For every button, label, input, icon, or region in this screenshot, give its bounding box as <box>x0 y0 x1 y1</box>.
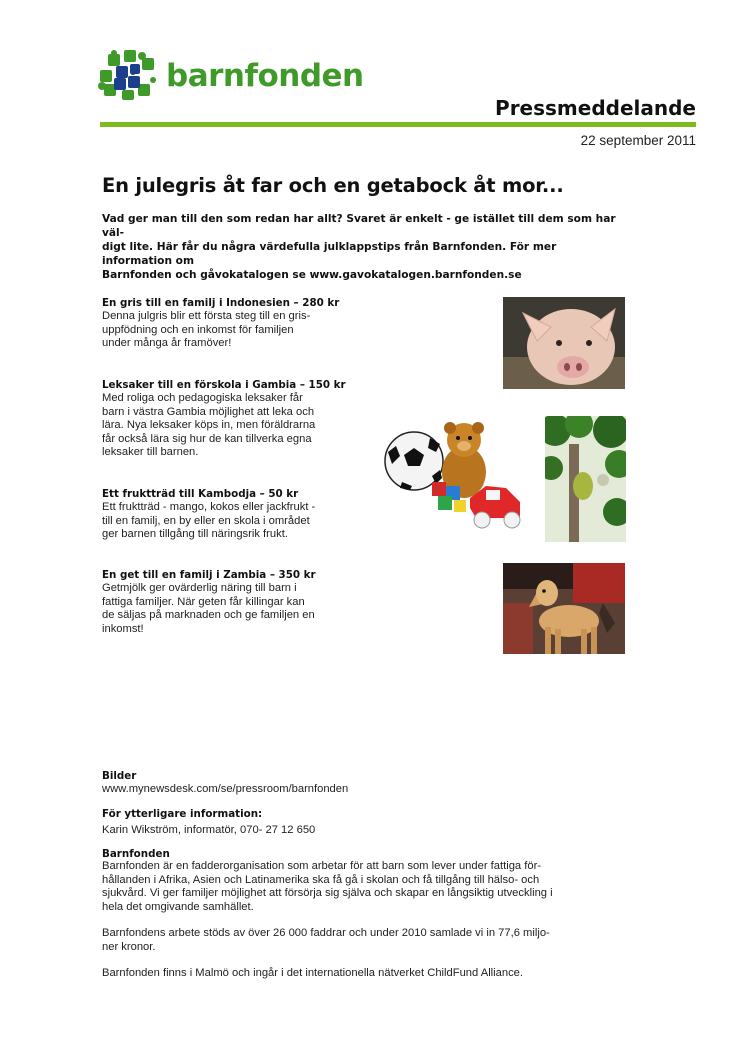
description-line: Med roliga och pedagogiska leksaker får <box>102 392 303 404</box>
gift-item-goat <box>102 569 382 636</box>
description-line: uppfödning och en inkomst för familjen <box>102 323 294 336</box>
gift-heading: Ett fruktträd till Kambodja – 50 kr <box>102 488 299 500</box>
description-line: lära. Nya leksaker köps in, men föräldrarna <box>102 419 316 431</box>
description-line: till en familj, en by eller en skola i området <box>102 514 310 527</box>
lead-line: Barnfonden och gåvokatalogen se www.gavokatalogen.barnfonden.se <box>102 269 522 281</box>
about-section <box>102 848 622 981</box>
gift-item-pig <box>102 297 382 351</box>
description-line: får också lära sig hur de kan tillverka egna <box>102 432 312 445</box>
goat-photo <box>503 563 625 654</box>
images-section <box>102 770 602 797</box>
about-line: hela det omgivande samhället. <box>102 900 254 913</box>
fruit-tree-photo <box>545 416 626 542</box>
contact-person: Karin Wikström, informatör, 070- 27 12 650 <box>102 824 316 836</box>
pig-photo <box>503 297 625 389</box>
page-title: En julegris åt far och en getabock åt mor... <box>102 174 564 197</box>
lead-line: digt lite. Här får du några värdefulla julklappstips från Barnfonden. För mer information om <box>102 241 557 267</box>
gift-item-toys <box>102 379 382 460</box>
description-line: inkomst! <box>102 622 144 635</box>
description-line: de säljas på marknaden och ge familjen en <box>102 609 315 621</box>
description-line: fattiga familjer. När geten får killingar kan <box>102 595 305 608</box>
about-line: hållanden i Afrika, Asien och Latinamerika ska få gå i skolan och få tillgång till hälso- och <box>102 873 540 886</box>
gift-description <box>102 582 382 636</box>
gift-description <box>102 501 382 542</box>
description-line: under många år framöver! <box>102 337 232 349</box>
description-line: Ett fruktträd - mango, kokos eller jackfrukt - <box>102 501 316 513</box>
lead-paragraph <box>102 212 622 282</box>
images-link[interactable]: www.mynewsdesk.com/se/pressroom/barnfonden <box>102 783 349 795</box>
about-line: sjukvård. Vi ger familjer möjlighet att försörja sig själva och skapar en långsiktig utveckling i <box>102 887 553 899</box>
release-date: 22 september 2011 <box>580 133 696 148</box>
gift-description <box>102 392 382 460</box>
lead-line: Vad ger man till den som redan har allt? Svaret är enkelt - ge istället till dem som har väl- <box>102 213 616 239</box>
puzzle-logo-icon <box>98 50 160 102</box>
support-line: Barnfondens arbete stöds av över 26 000 faddrar och under 2010 samlade vi in 77,6 miljo- <box>102 927 550 939</box>
description-line: ger barnen tillgång till näringsrik frukt. <box>102 528 288 540</box>
about-line: Barnfonden är en fadderorganisation som arbetar för att barn som lever under fattiga för- <box>102 860 542 872</box>
contact-heading: För ytterligare information: <box>102 808 263 820</box>
gift-description <box>102 310 382 351</box>
support-line: ner kronor. <box>102 940 156 953</box>
description-line: Denna julgris blir ett första steg till en gris- <box>102 310 311 322</box>
description-line: barn i västra Gambia möjlighet att leka och <box>102 405 315 418</box>
about-paragraph <box>102 860 622 914</box>
gift-heading: En get till en familj i Zambia – 350 kr <box>102 569 316 581</box>
header-divider <box>100 122 696 127</box>
contact-section <box>102 808 602 838</box>
gift-heading: Leksaker till en förskola i Gambia – 150 kr <box>102 379 346 391</box>
network-paragraph: Barnfonden finns i Malmö och ingår i det internationella nätverket ChildFund Alliance. <box>102 967 524 979</box>
logo-wordmark: barnfonden <box>166 58 364 94</box>
gift-heading: En gris till en familj i Indonesien – 280 kr <box>102 297 340 309</box>
description-line: Getmjölk ger ovärderlig näring till barn i <box>102 582 297 594</box>
document-type: Pressmeddelande <box>495 96 696 120</box>
description-line: leksaker till barnen. <box>102 446 199 458</box>
images-heading: Bilder <box>102 770 137 782</box>
barnfonden-logo <box>98 50 368 102</box>
about-heading: Barnfonden <box>102 848 170 860</box>
toys-photo <box>382 416 528 542</box>
support-paragraph <box>102 927 622 954</box>
gift-item-fruit-tree <box>102 488 382 542</box>
